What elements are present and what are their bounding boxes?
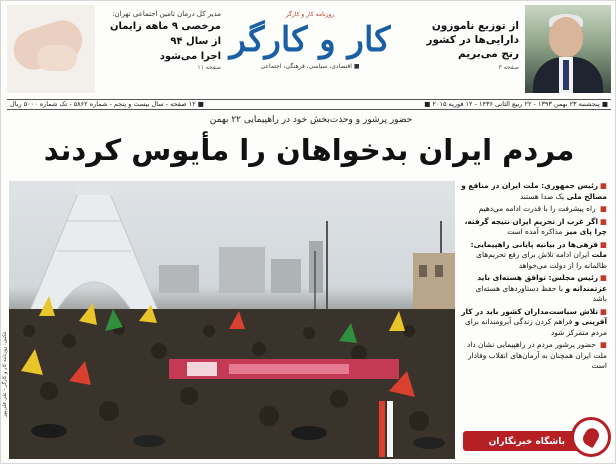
headline-kicker: حضور پرشور و وحدت‌بخش خود در راهپیمایی ۲۲ بهمن bbox=[209, 115, 413, 125]
photo-caption: عکس: روزنامه کار و کارگر - علی قلی‌پور bbox=[2, 331, 8, 417]
teaser-left-kicker: مدیر کل درمان تامین اجتماعی تهران: bbox=[112, 10, 221, 18]
teaser-right-line: رنج می‌بریم bbox=[458, 48, 519, 60]
news-item[interactable]: ■اگر غرب از تحریم ایران نتیجه گرفته، چرا پای میز مذاکره آمده است bbox=[464, 216, 607, 236]
bullet-icon: ■ bbox=[600, 204, 607, 213]
logo-subtitle: ■ اقتصادی، سیاسی، فرهنگی، اجتماعی bbox=[260, 63, 360, 70]
teaser-right-line: دارایی‌ها در کشور bbox=[426, 34, 519, 46]
teaser-left[interactable] bbox=[101, 9, 221, 71]
source-watermark bbox=[463, 417, 611, 457]
logo-tag: روزنامه کار و کارگر bbox=[285, 11, 335, 18]
teaser-right[interactable] bbox=[419, 19, 519, 75]
teaser-left-line: از سال ۹۴ bbox=[170, 36, 221, 47]
issue-info: ■ ۱۲ صفحه - سال بیست و پنجم - شماره ۵۸۶۲ - تک شماره ۵۰۰۰ ریال bbox=[10, 100, 204, 108]
main-photo bbox=[9, 181, 455, 459]
news-item[interactable]: ■رئیس جمهوری: ملت ایران در منافع و مصالح ملی یک صدا هستند bbox=[461, 181, 607, 201]
news-item[interactable]: ■تلاش سیاست‌مداران کشور باید در کار آفرینی و فراهم کردن زندگی آبرومندانه برای مردم متمرکز شود bbox=[461, 306, 607, 337]
minister-photo bbox=[525, 5, 611, 93]
bullet-icon: ■ bbox=[600, 181, 607, 190]
logo-text: کار و کارگر bbox=[229, 20, 391, 60]
baby-hand-photo bbox=[7, 5, 95, 93]
date-bar bbox=[7, 99, 611, 110]
watermark-text: باشگاه خبرنگاران bbox=[488, 437, 565, 447]
bullet-icon: ■ bbox=[600, 273, 607, 282]
news-column bbox=[459, 181, 607, 421]
issue-date: ■ پنجشنبه ۲۳ بهمن ۱۳۹۳ - ۲۲ ربیع الثانی ۱۴۳۶ - ۱۲ فوریه ۲۰۱۵ ■ bbox=[424, 100, 608, 108]
bullet-icon: ■ bbox=[600, 306, 607, 316]
bullet-icon: ■ bbox=[600, 239, 607, 249]
news-item[interactable]: ■ حضور پرشور مردم در راهپیمایی نشان داد ملت ایران همچنان به آرمان‌های انقلاب وفادار است bbox=[467, 340, 607, 370]
teaser-left-page: صفحه ۱۱ bbox=[197, 64, 221, 71]
masthead bbox=[7, 5, 611, 97]
news-item[interactable]: ■رئیس مجلس: توافق هسته‌ای باید عزتمندانه و با حفظ دستاوردهای هسته‌ای باشد bbox=[475, 273, 607, 303]
bullet-icon: ■ bbox=[600, 340, 607, 349]
news-item[interactable]: ■قرهی‌ها در بیانیه پایانی راهپیمایی: ملت ایران ادامه تلاش برای رفع تحریم‌های ظالمانه را از دولت می‌خواهد bbox=[470, 239, 607, 270]
teaser-left-line: اجرا می‌شود bbox=[159, 51, 221, 62]
rally-illustration bbox=[9, 181, 455, 459]
teaser-left-line: مرخصی ۹ ماهه زایمان bbox=[109, 21, 221, 32]
teaser-right-page: صفحه ۳ bbox=[498, 64, 519, 71]
logo bbox=[225, 5, 395, 97]
teaser-right-line: از توزیع ناموزون bbox=[431, 20, 519, 32]
news-item[interactable]: ■ راه پیشرفت را با قدرت ادامه می‌دهیم bbox=[478, 204, 607, 213]
bullet-icon: ■ bbox=[600, 216, 607, 226]
main-headline[interactable]: مردم ایران بدخواهان را مأیوس کردند bbox=[43, 133, 575, 167]
watermark-logo-icon bbox=[571, 417, 611, 457]
